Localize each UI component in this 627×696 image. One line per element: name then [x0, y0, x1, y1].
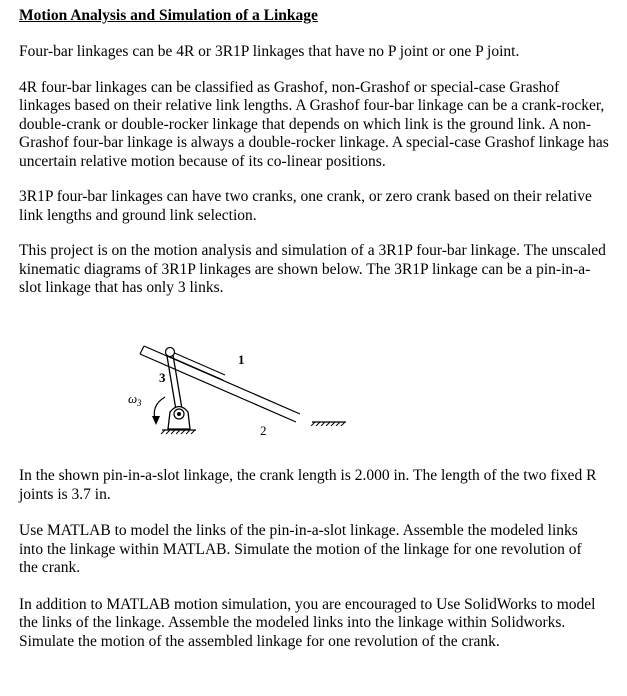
crank-pin-joint	[166, 348, 175, 357]
paragraph-project-description: This project is on the motion analysis and simulation of a 3R1P four-bar linkage. The unscaled kinematic diagrams of 3R1P linkages are shown below. The 3R1P linkage can be a pin-in-a-slot linkage that has only 3 links.	[19, 242, 606, 296]
omega-subscript: 3	[137, 398, 142, 408]
left-ground-pivot	[161, 407, 196, 435]
document-page	[19, 6, 609, 315]
omega-label: ω	[128, 391, 138, 406]
paragraph-dimensions: In the shown pin-in-a-slot linkage, the crank length is 2.000 in. The length of the two fixed R joints is 3.7 in.	[19, 467, 597, 503]
link-3-label: 3	[159, 370, 166, 385]
document-lower-section	[19, 467, 597, 669]
link-2-label: 2	[260, 423, 267, 438]
paragraph-linkage-types: Four-bar linkages can be 4R or 3R1P linkages that have no P joint or one P joint.	[19, 43, 520, 60]
paragraph-3r1p-cranks: 3R1P four-bar linkages can have two cranks, one crank, or zero crank based on their relative link lengths and ground link selection.	[19, 188, 592, 224]
right-ground-hatch	[310, 410, 350, 426]
paragraph-4r-classification: 4R four-bar linkages can be classified as Grashof, non-Grashof or special-case Grashof linkages based on their relative link lengths. A Grashof four-bar linkage can be a crank-rocker, double-crank or double-rocker linkage that depends on which link is the ground link. A non-Grashof four-bar linkage is always a double-rocker linkage. A special-case Grashof linkage has uncertain relative motion because of its co-linear positions.	[19, 78, 609, 170]
kinematic-diagram	[0, 334, 300, 444]
pin-in-slot-linkage-svg	[0, 334, 300, 444]
link-1-label: 1	[238, 352, 245, 367]
paragraph-solidworks: In addition to MATLAB motion simulation, you are encouraged to Use SolidWorks to model the links of the linkage. Assemble the modeled links into the linkage within Solidworks. Simulate the motion of the assembled linkage for one revolution of the crank.	[19, 595, 596, 650]
paragraph-matlab: Use MATLAB to model the links of the pin-in-a-slot linkage. Assemble the modeled links into the linkage within MATLAB. Simulate the motion of the linkage for one revolution of the crank.	[19, 522, 582, 576]
document-title: Motion Analysis and Simulation of a Linkage	[19, 7, 318, 24]
rotation-arrow	[152, 397, 165, 425]
